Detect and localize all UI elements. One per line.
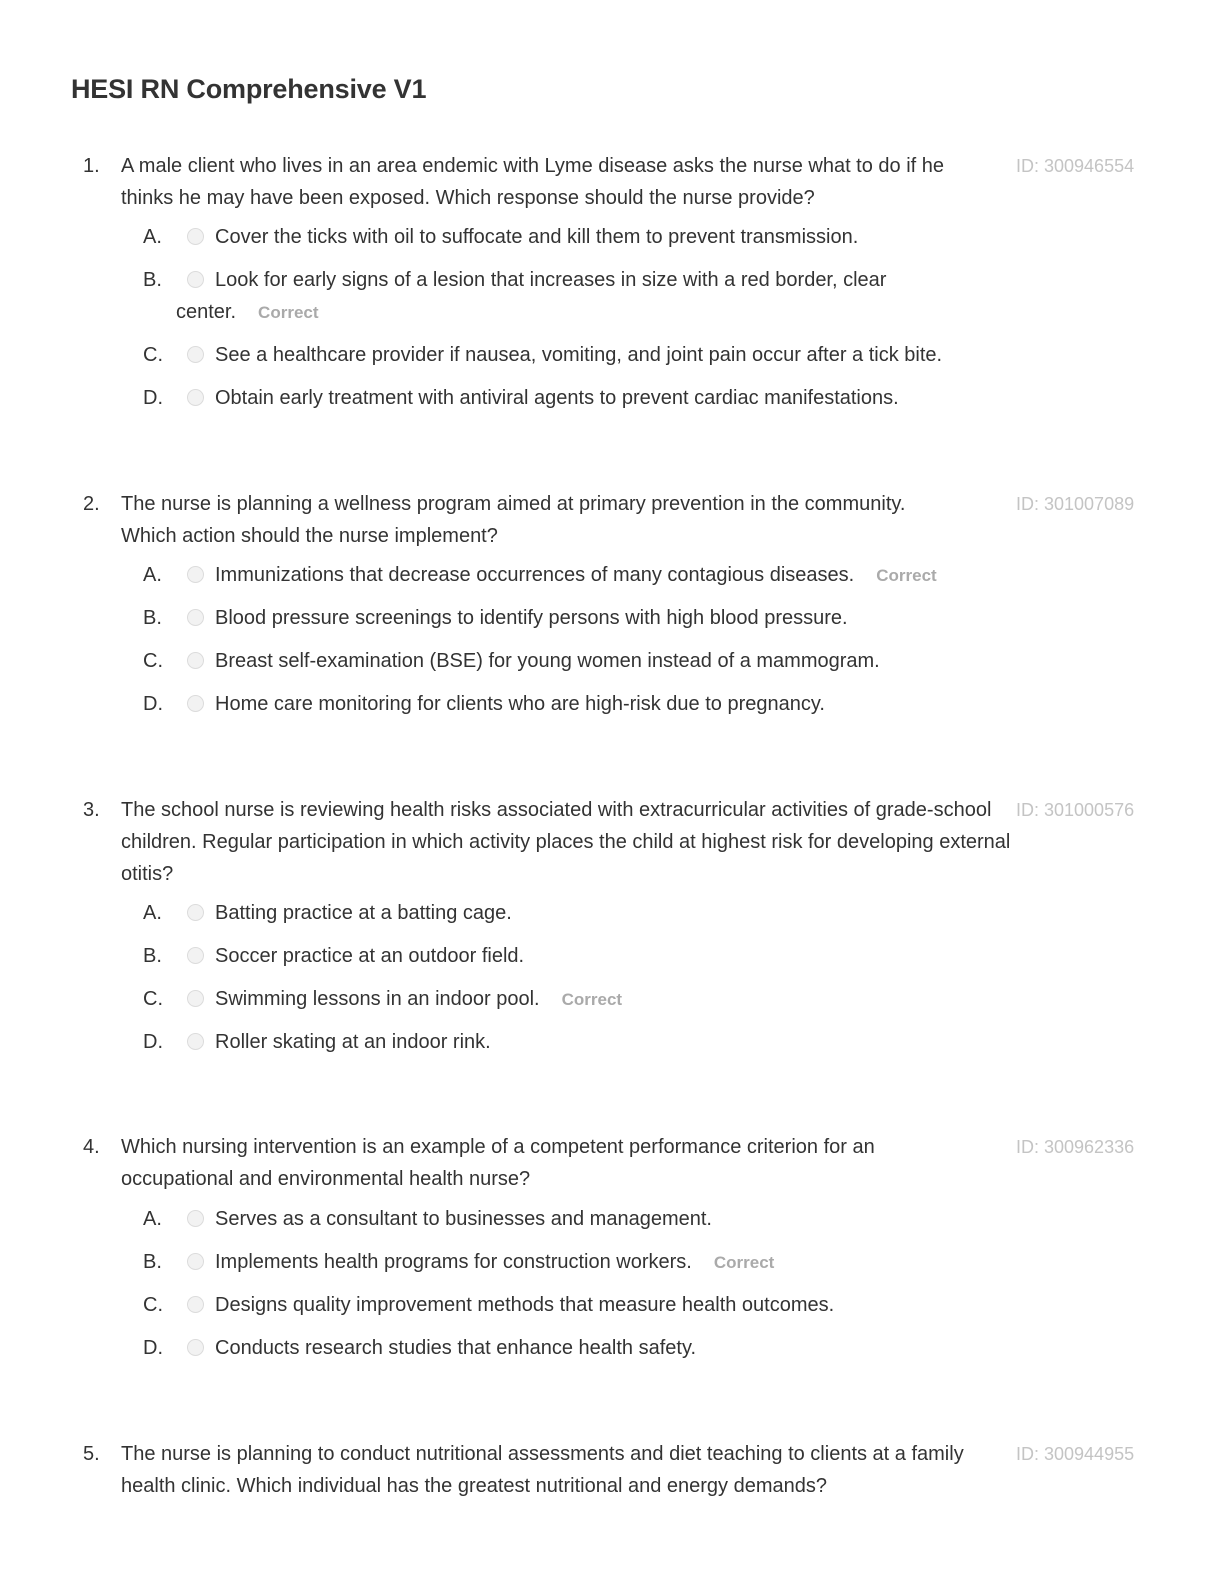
question-id: ID: 301007089: [1016, 494, 1135, 514]
option-letter: D.: [143, 1031, 163, 1053]
question-id: ID: 301000576: [1016, 800, 1135, 820]
option-text: See a healthcare provider if nausea, vomiting, and joint pain occur after a tick bite.: [215, 344, 943, 366]
radio-button-icon[interactable]: [187, 947, 204, 964]
question-stem: Which nursing intervention is an example of a competent performance criterion for an occupational and environmental health nurse?: [121, 1136, 875, 1190]
option-text-wrapper: [176, 264, 996, 329]
option-letter: A.: [143, 226, 162, 248]
question-stem: The school nurse is reviewing health risks associated with extracurricular activities of grade-school children. Regular participation in which activity places the child at highest risk for developing external otitis?: [121, 799, 1011, 885]
option-letter: D.: [143, 693, 163, 715]
option-text: Look for early signs of a lesion that increases in size with a red border, clear center.: [176, 269, 887, 323]
option-text: Obtain early treatment with antiviral agents to prevent cardiac manifestations.: [215, 387, 899, 409]
option-text: Soccer practice at an outdoor field.: [215, 945, 525, 967]
option-text: Roller skating at an indoor rink.: [215, 1031, 491, 1053]
question-id: ID: 300946554: [1016, 156, 1135, 176]
option-text: Breast self-examination (BSE) for young women instead of a mammogram.: [215, 650, 880, 672]
option-letter: B.: [143, 269, 162, 291]
option-letter: C.: [143, 1294, 163, 1316]
question-stem: The nurse is planning a wellness program aimed at primary prevention in the community. Which action should the nurse implement?: [121, 493, 906, 547]
option-text: Home care monitoring for clients who are high-risk due to pregnancy.: [215, 693, 825, 715]
radio-button-icon[interactable]: [187, 1339, 204, 1356]
question-number: 5.: [83, 1443, 100, 1465]
radio-button-icon[interactable]: [187, 652, 204, 669]
question-stem: A male client who lives in an area endemic with Lyme disease asks the nurse what to do if he thinks he may have been exposed. Which response should the nurse provide?: [121, 155, 945, 209]
radio-button-icon[interactable]: [187, 1033, 204, 1050]
radio-button-icon[interactable]: [187, 1210, 204, 1227]
question-number: 4.: [83, 1136, 100, 1158]
radio-button-icon[interactable]: [187, 609, 204, 626]
option-text-wrapper: [215, 1248, 774, 1277]
option-letter: B.: [143, 1251, 162, 1273]
option-letter: B.: [143, 607, 162, 629]
correct-badge: Correct: [258, 303, 319, 322]
option-text: Serves as a consultant to businesses and management.: [215, 1208, 712, 1230]
option-text: Designs quality improvement methods that measure health outcomes.: [215, 1294, 835, 1316]
option-text: Batting practice at a batting cage.: [215, 902, 512, 924]
correct-badge: Correct: [561, 990, 623, 1009]
radio-button-icon[interactable]: [187, 990, 204, 1007]
option-letter: A.: [143, 902, 162, 924]
option-letter: A.: [143, 564, 162, 586]
radio-button-icon[interactable]: [187, 695, 204, 712]
question-number: 1.: [83, 155, 100, 177]
option-letter: D.: [143, 387, 163, 409]
radio-button-icon[interactable]: [187, 346, 204, 363]
radio-button-icon[interactable]: [187, 1296, 204, 1313]
question-stem: The nurse is planning to conduct nutritional assessments and diet teaching to clients at a family health clinic. Which individual has the greatest nutritional and energy demands?: [121, 1443, 964, 1497]
option-letter: C.: [143, 650, 163, 672]
page-title: HESI RN Comprehensive V1: [71, 74, 427, 104]
option-letter: B.: [143, 945, 162, 967]
option-letter: C.: [143, 344, 163, 366]
option-text: Swimming lessons in an indoor pool.: [215, 988, 540, 1010]
question-number: 3.: [83, 799, 100, 821]
option-text-wrapper: [215, 561, 937, 590]
radio-button-icon[interactable]: [187, 566, 204, 583]
option-text: Conducts research studies that enhance health safety.: [215, 1337, 697, 1359]
question-number: 2.: [83, 493, 100, 515]
question-id: ID: 300962336: [1016, 1137, 1135, 1157]
question-id: ID: 300944955: [1016, 1444, 1135, 1464]
option-letter: C.: [143, 988, 163, 1010]
option-text-wrapper: [215, 985, 622, 1014]
option-text: Immunizations that decrease occurrences of many contagious diseases.: [215, 564, 855, 586]
radio-button-icon[interactable]: [187, 904, 204, 921]
option-text: Implements health programs for construction workers.: [215, 1251, 692, 1273]
option-text: Blood pressure screenings to identify persons with high blood pressure.: [215, 607, 848, 629]
correct-badge: Correct: [876, 566, 937, 585]
option-letter: D.: [143, 1337, 163, 1359]
radio-button-icon[interactable]: [187, 228, 204, 245]
radio-button-icon[interactable]: [187, 389, 204, 406]
option-text: Cover the ticks with oil to suffocate and kill them to prevent transmission.: [215, 226, 859, 248]
radio-button-icon[interactable]: [187, 1253, 204, 1270]
correct-badge: Correct: [713, 1253, 775, 1272]
option-letter: A.: [143, 1208, 162, 1230]
